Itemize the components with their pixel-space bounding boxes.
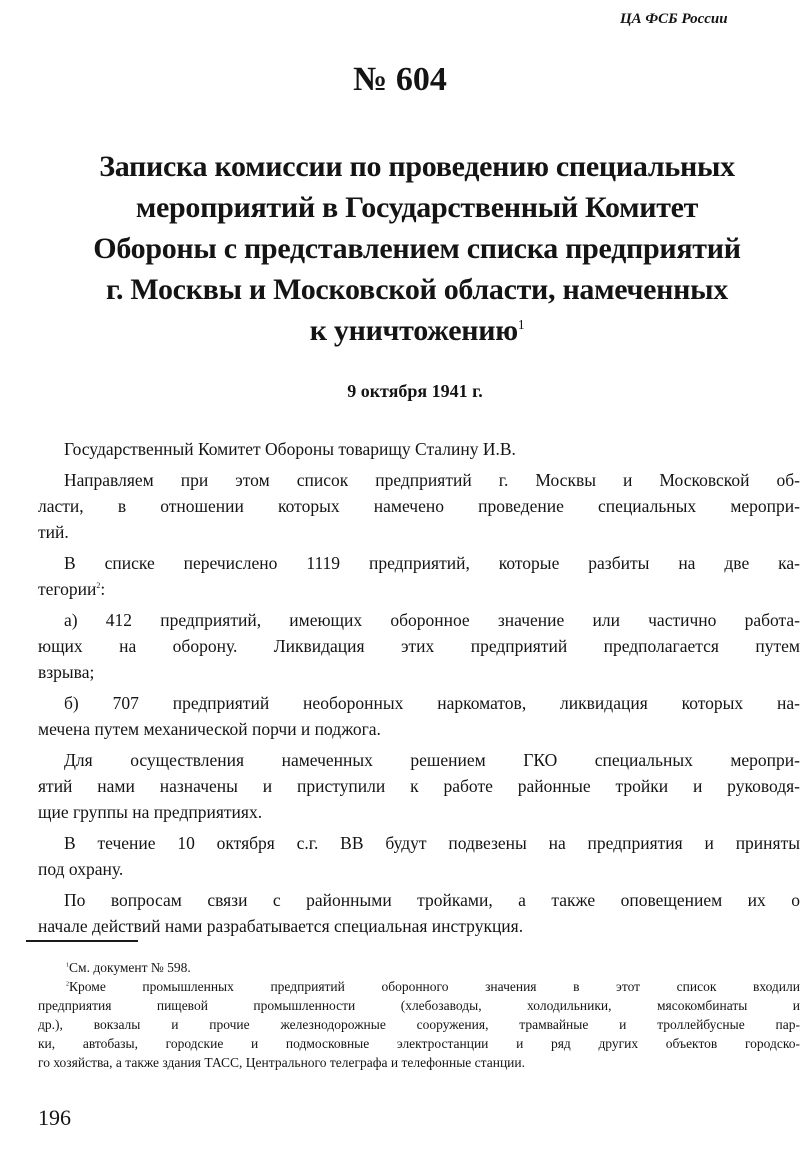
paragraph-line: ющих на оборону. Ликвидация этих предприятий предполагается путем [38, 636, 800, 656]
paragraph-line: В списке перечислено 1119 предприятий, которые разбиты на две ка- [64, 553, 800, 573]
paragraph [38, 467, 800, 545]
addressee-line: Государственный Комитет Обороны товарищу Сталину И.В. [64, 439, 516, 459]
footnote-text: См. документ № 598. [69, 960, 191, 975]
footnote-line: предприятия пищевой промышленности (хлебозаводы, холодильники, мясокомбинаты и [38, 998, 800, 1013]
paragraph-line: а) 412 предприятий, имеющих оборонное значение или частично работа- [64, 610, 800, 630]
footnote [38, 977, 800, 1072]
document-date: 9 октября 1941 г. [347, 381, 483, 401]
footnotes [38, 958, 800, 1072]
paragraph-line: Направляем при этом список предприятий г. Москвы и Московской об- [64, 470, 800, 490]
archive-label: ЦА ФСБ России [620, 11, 728, 27]
paragraph-line: ласти, в отношении которых намечено проведение специальных меропри- [38, 496, 800, 516]
paragraph-line: под охрану. [38, 859, 124, 879]
title-line: мероприятий в Государственный Комитет [135, 191, 699, 224]
title-line [34, 310, 800, 351]
paragraph-line-tail: : [100, 579, 106, 599]
footnote-mark: 2 [66, 981, 70, 988]
footnote-line: го хозяйства, а также здания ТАСС, Центрального телеграфа и телефонные станции. [38, 1055, 525, 1070]
paragraph-line: ятий нами назначены и приступили к работе районные тройки и руководя- [38, 776, 800, 796]
page-number: 196 [38, 1105, 71, 1130]
footnote-line: др.), вокзалы и прочие железнодорожные сооружения, трамвайные и троллейбусные пар- [38, 1017, 800, 1032]
footnote-line [38, 977, 800, 996]
paragraph-line: мечена путем механической порчи и поджога. [38, 719, 381, 739]
paragraph [38, 690, 800, 742]
document-title [34, 146, 800, 351]
paragraph [38, 550, 800, 602]
title-line: Записка комиссии по проведению специальных [99, 150, 735, 183]
paragraph-line: тий. [38, 522, 69, 542]
paragraph-line: начале действий нами разрабатывается специальная инструкция. [38, 916, 524, 936]
footnote-divider [26, 940, 138, 942]
paragraph [38, 607, 800, 685]
title-line-text: к уничтожению [309, 314, 518, 347]
paragraph-line [38, 576, 800, 602]
paragraph-line: Для осуществления намеченных решением ГКО специальных меропри- [64, 750, 800, 770]
paragraph-line-text: тегории [38, 579, 97, 599]
addressee [38, 436, 800, 462]
title-line: г. Москвы и Московской области, намеченных [106, 273, 728, 306]
footnote-line: ки, автобазы, городские и подмосковные электростанции и ряд других объектов городско- [38, 1036, 800, 1051]
title-line: Обороны с представлением списка предприятий [93, 232, 741, 265]
paragraph [38, 887, 800, 939]
footnote-mark: 2 [96, 581, 101, 591]
document-number: № 604 [353, 61, 447, 98]
paragraph-line: б) 707 предприятий необоронных наркоматов, ликвидация которых на- [64, 693, 800, 713]
document-body [38, 436, 800, 944]
paragraph [38, 747, 800, 825]
paragraph-line: В течение 10 октября с.г. ВВ будут подвезены на предприятия и приняты [64, 833, 800, 853]
footnote [38, 958, 800, 977]
footnote-text: Кроме промышленных предприятий оборонного значения в этот список входили [69, 979, 800, 994]
footnote-mark: 1 [66, 962, 70, 969]
footnote-line [38, 958, 800, 977]
paragraph-line: взрыва; [38, 662, 95, 682]
paragraph-line: По вопросам связи с районными тройками, а также оповещением их о [64, 890, 800, 910]
footnote-mark: 1 [517, 317, 525, 332]
paragraph [38, 830, 800, 882]
paragraph-line: щие группы на предприятиях. [38, 802, 263, 822]
